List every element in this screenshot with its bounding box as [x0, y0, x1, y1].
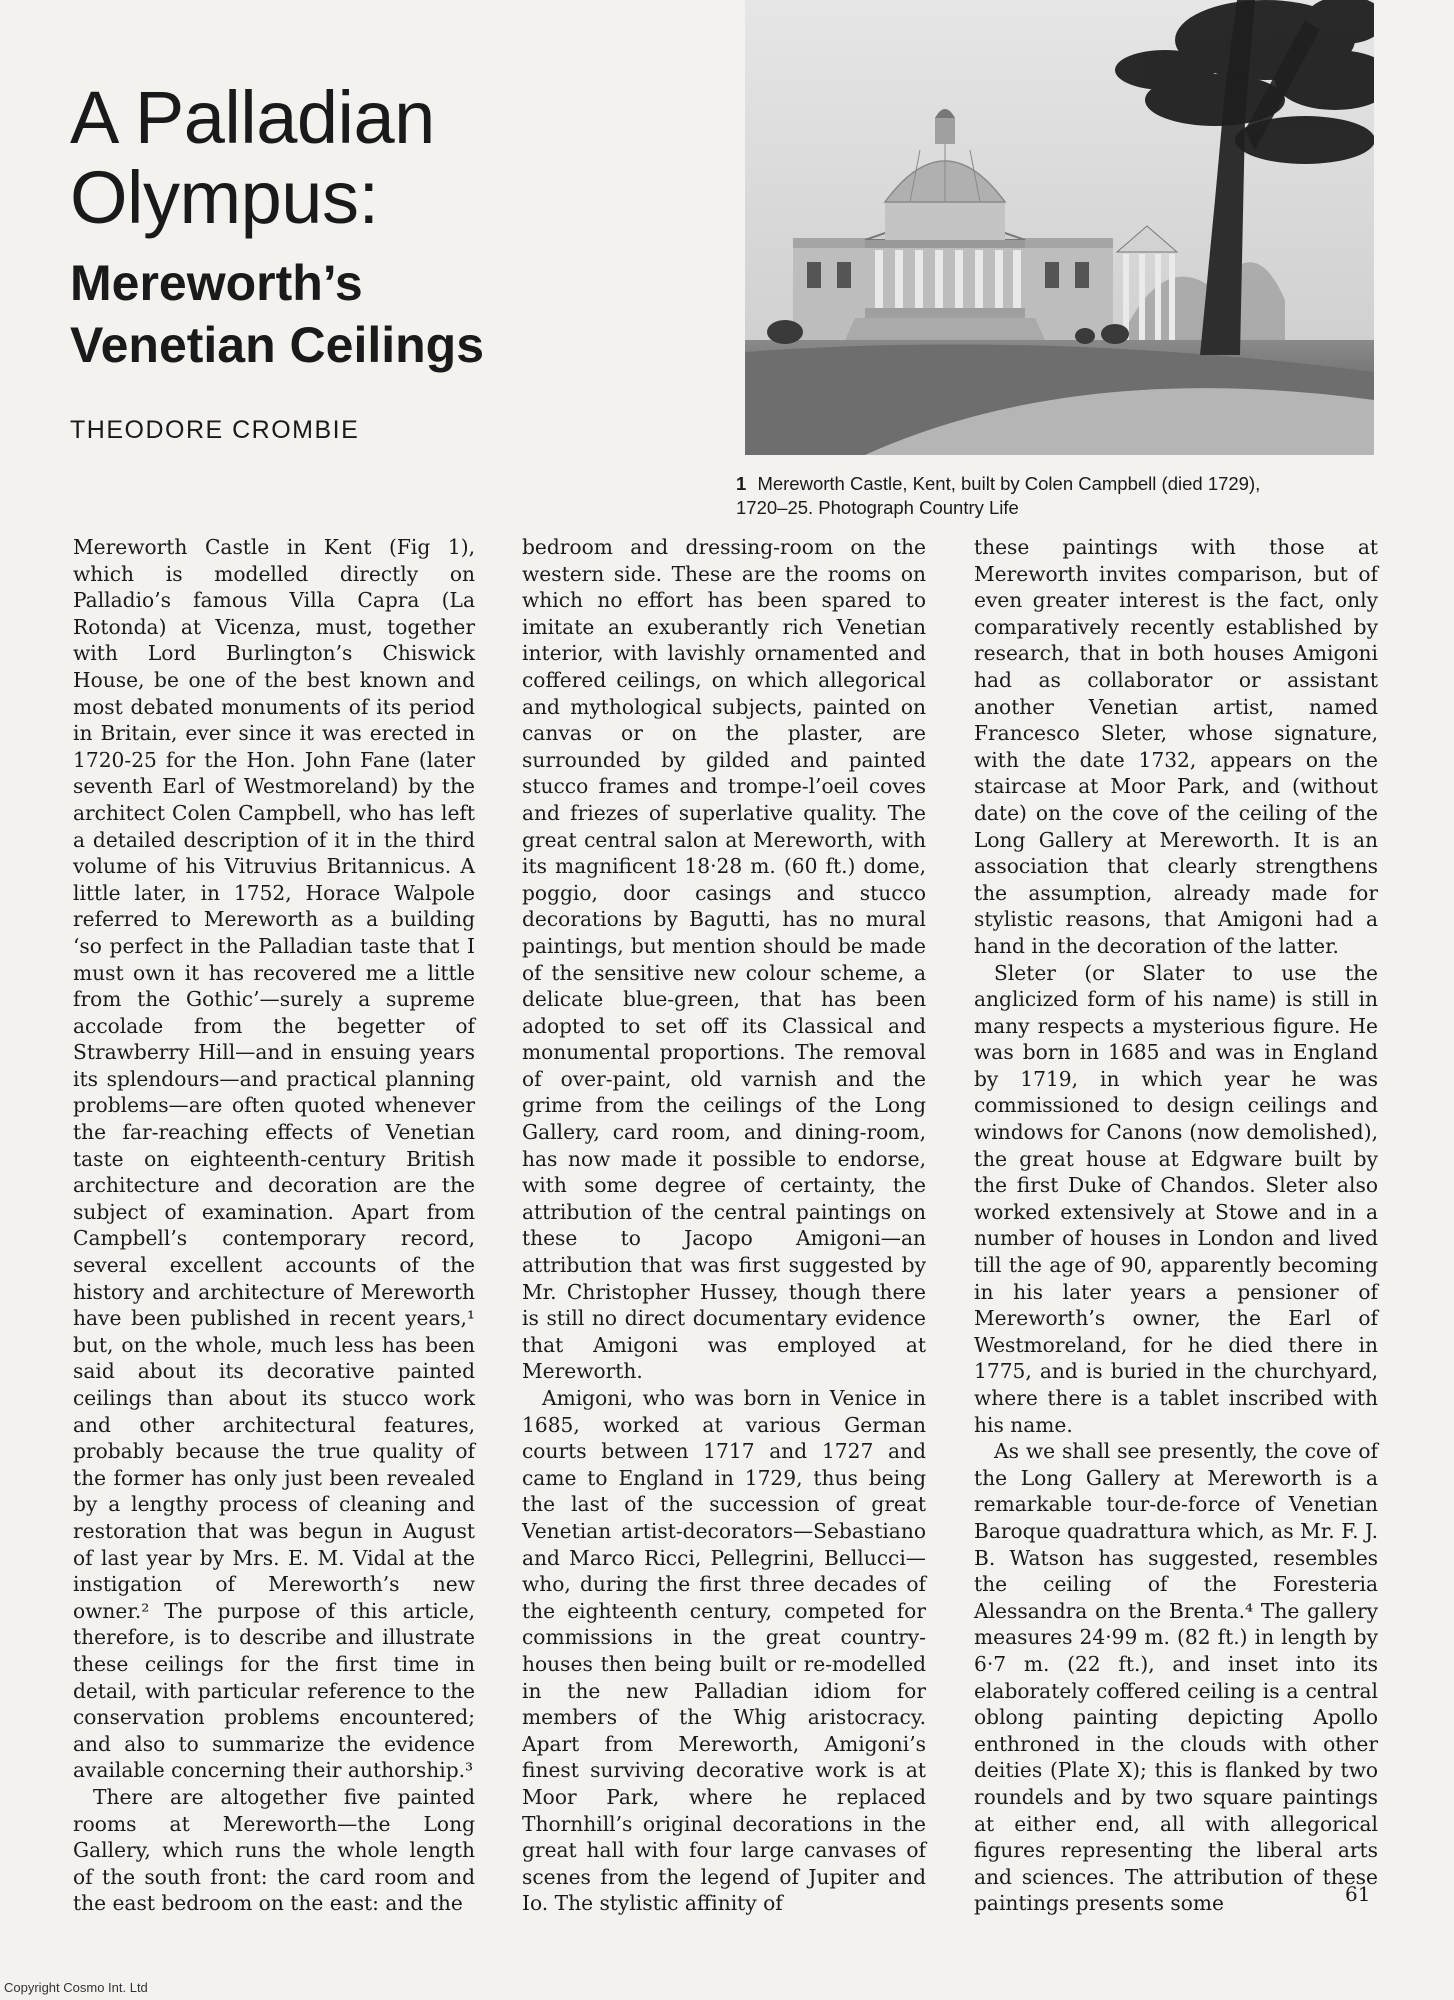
- castle-illustration: [745, 0, 1374, 455]
- title-line-1: A Palladian: [70, 76, 435, 159]
- caption-line-2: 1720–25. Photograph Country Life: [736, 497, 1019, 518]
- caption-line-1: Mereworth Castle, Kent, built by Colen Campbell (died 1729),: [757, 473, 1261, 494]
- text-column-2: [522, 534, 926, 1917]
- paragraph: Sleter (or Slater to use the anglicized form of his name) is still in many respects a mysterious figure. He was born in 1685 and was in England by 1719, in which year he was commissioned to design ceilings and windows for Canons (now demolished), the great house at Edgware built by the first Duke of Chandos. Sleter also worked extensively at Stowe and in a number of houses in London and lived till the age of 90, apparently becoming in his later years a pensioner of Mereworth’s owner, the Earl of Westmoreland, for he died there in 1775, and is buried in the churchyard, where there is a tablet inscribed with his name.: [974, 960, 1378, 1437]
- subtitle-line-2: Venetian Ceilings: [70, 317, 485, 373]
- paragraph: As we shall see presently, the cove of the Long Gallery at Mereworth is a remarkable tour-de-force of Venetian Baroque quadrattura which, as Mr. F. J. B. Watson has suggested, resembles the ceiling of the Foresteria Alessandra on the Brenta.⁴ The gallery measures 24·99 m. (82 ft.) in length by 6·7 m. (22 ft.), and inset into its elaborately coffered ceiling is a central oblong painting depicting Apollo enthroned in the clouds with other deities (Plate X); this is flanked by two roundels and by two square paintings at either end, all with allegorical figures representing the liberal arts and sciences. The attribution of these paintings presents some: [974, 1439, 1378, 1916]
- figure-number: 1: [736, 473, 747, 494]
- article-subtitle: [70, 252, 710, 376]
- copyright-notice: Copyright Cosmo Int. Ltd: [4, 1980, 148, 1995]
- paragraph: Mereworth Castle in Kent (Fig 1), which is modelled directly on Palladio’s famous Villa Capra (La Rotonda) at Vicenza, must, together with Lord Burlington’s Chiswick House, be one of the best known and most debated monuments of its period in Britain, ever since it was erected in 1720-25 for the Hon. John Fane (later seventh Earl of Westmoreland) by the architect Colen Campbell, who has left a detailed description of it in the third volume of his Vitruvius Britannicus. A little later, in 1752, Horace Walpole referred to Mereworth as a building ‘so perfect in the Palladian taste that I must own it has recovered me a little from the Gothic’—surely a supreme accolade from the begetter of Strawberry Hill—and in ensuing years its splendours—and practical planning problems—are often quoted whenever the far-reaching effects of Venetian taste on eighteenth-century British architecture and decoration are the subject of examination. Apart from Campbell’s contemporary record, several excellent accounts of the history and architecture of Mereworth have been published in recent years,¹ but, on the whole, much less has been said about its decorative painted ceilings than about its stucco work and other architectural features, probably because the true quality of the former has only just been revealed by a lengthy process of cleaning and restoration that was begun in August of last year by Mrs. E. M. Vidal at the instigation of Mereworth’s new owner.² The purpose of this article, therefore, is to describe and illustrate these ceilings for the first time in detail, with particular reference to the conservation problems encountered; and also to summarize the evidence available concerning their authorship.³: [73, 535, 475, 1783]
- mereworth-castle-photo: [745, 0, 1374, 455]
- subtitle-line-1: Mereworth’s: [70, 255, 363, 311]
- paragraph: Amigoni, who was born in Venice in 1685, worked at various German courts between 1717 and 1727 and came to England in 1729, thus being the last of the succession of great Venetian artist-decorators—Sebastiano and Marco Ricci, Pellegrini, Bellucci—who, during the first three decades of the eighteenth century, competed for commissions in the great country-houses then being built or re-modelled in the new Palladian idiom for members of the Whig aristocracy. Apart from Mereworth, Amigoni’s finest surviving decorative work is at Moor Park, where he replaced Thornhill’s original decorations in the great hall with four large canvases of scenes from the legend of Jupiter and Io. The stylistic affinity of: [522, 1386, 926, 1916]
- text-column-1: [73, 534, 475, 1917]
- author-byline: THEODORE CROMBIE: [70, 416, 360, 444]
- page-number: 61: [1345, 1882, 1371, 1906]
- paragraph: There are altogether five painted rooms at Mereworth—the Long Gallery, which runs the whole length of the south front: the card room and the east bedroom on the east: and the: [73, 1784, 475, 1916]
- figure-caption: [736, 472, 1376, 520]
- paragraph: these paintings with those at Mereworth invites comparison, but of even greater interest is the fact, only comparatively recently established by research, that in both houses Amigoni had as collaborator or assistant another Venetian artist, named Francesco Sleter, whose signature, with the date 1732, appears on the staircase at Moor Park, and (without date) on the cove of the ceiling of the Long Gallery at Mereworth. It is an association that clearly strengthens the assumption, already made for stylistic reasons, that Amigoni had a hand in the decoration of the latter.: [974, 535, 1378, 958]
- title-block: [70, 78, 710, 445]
- paragraph: bedroom and dressing-room on the western side. These are the rooms on which no effort has been spared to imitate an exuberantly rich Venetian interior, with lavishly ornamented and coffered ceilings, on which allegorical and mythological subjects, painted on canvas or on the plaster, are surrounded by gilded and painted stucco frames and trompe-l’oeil coves and friezes of superlative quality. The great central salon at Mereworth, with its magnificent 18·28 m. (60 ft.) dome, poggio, door casings and stucco decorations by Bagutti, has no mural paintings, but mention should be made of the sensitive new colour scheme, a delicate blue-green, that has been adopted to set off its Classical and monumental proportions. The removal of over-paint, old varnish and the grime from the ceilings of the Long Gallery, card room, and dining-room, has now made it possible to endorse, with some degree of certainty, the attribution of the central paintings on these to Jacopo Amigoni—an attribution that was first suggested by Mr. Christopher Hussey, though there is still no direct documentary evidence that Amigoni was employed at Mereworth.: [522, 535, 926, 1384]
- title-line-2: Olympus:: [70, 156, 379, 239]
- article-title: [70, 78, 710, 238]
- text-column-3: [974, 534, 1378, 1917]
